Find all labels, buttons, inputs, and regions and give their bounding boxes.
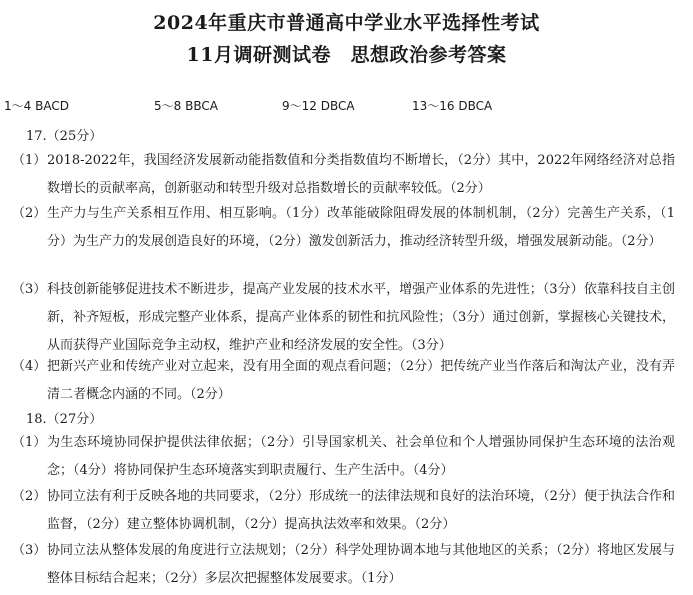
mc-answer-5-8: 5～8 BBCA [154, 99, 218, 113]
document-title: 2024年重庆市普通高中学业水平选择性考试 [153, 12, 540, 34]
q17-part-1-text: 2018-2022年，我国经济发展新动能指数值和分类指数值均不断增长，（2分）其中，2022年网络经济对总指数增长的贡献率高，创新驱动和转型升级对总指数增长的贡献率较低。（2分） [47, 153, 675, 196]
q18-part-2-number: （2） [12, 489, 47, 504]
q17-part-4-text: 把新兴产业和传统产业对立起来，没有用全面的观点看问题；（2分）把传统产业当作落后和淘汰产业，没有弄清二者概念内涵的不同。（2分） [47, 359, 675, 402]
mc-answer-1-4: 1～4 BACD [4, 99, 69, 113]
document-subtitle: 11月调研测试卷 思想政治参考答案 [186, 44, 507, 66]
q17-part-4 [0, 353, 693, 409]
q17-part-1 [0, 147, 693, 203]
q17-part-2 [0, 200, 693, 256]
q18-part-1-text: 为生态环境协同保护提供法律依据；（2分）引导国家机关、社会单位和个人增强协同保护生态环境的法治观念；（4分）将协同保护生态环境落实到职责履行、生产生活中。（4分） [47, 435, 675, 478]
q17-part-4-number: （4） [12, 359, 47, 374]
question-17-heading: 17.（25分） [26, 129, 103, 144]
q17-part-1-number: （1） [12, 153, 47, 168]
q17-part-3-text: 科技创新能够促进技术不断进步，提高产业发展的技术水平，增强产业体系的先进性；（3分）依靠科技自主创新，补齐短板，形成完整产业体系，提高产业体系的韧性和抗风险性；（3分）通过创新，掌握核心关键技术，从而获得产业国际竞争主动权，维护产业和经济发展的安全性。（3分） [47, 282, 675, 353]
q17-part-2-text: 生产力与生产关系相互作用、相互影响。（1分）改革能破除阻碍发展的体制机制，（2分）完善生产关系，（1分）为生产力的发展创造良好的环境，（2分）激发创新活力，推动经济转型升级，增强发展新动能。（2分） [47, 206, 675, 249]
q18-part-2 [0, 483, 693, 539]
q18-part-1 [0, 429, 693, 485]
q18-part-1-number: （1） [12, 435, 47, 450]
q18-part-2-text: 协同立法有利于反映各地的共同要求，（2分）形成统一的法律法规和良好的法治环境，（2分）便于执法合作和监督，（2分）建立整体协调机制，（2分）提高执法效率和效果。（2分） [47, 489, 675, 532]
q17-part-2-number: （2） [12, 206, 47, 221]
question-18-heading: 18.（27分） [26, 412, 103, 427]
q18-part-3 [0, 537, 693, 593]
mc-answer-9-12: 9～12 DBCA [282, 99, 355, 113]
q18-part-3-number: （3） [12, 543, 47, 558]
mc-answer-13-16: 13～16 DBCA [412, 99, 493, 113]
q18-part-3-text: 协同立法从整体发展的角度进行立法规划；（2分）科学处理协调本地与其他地区的关系；（2分）将地区发展与整体目标结合起来；（2分）多层次把握整体发展要求。（1分） [47, 543, 675, 586]
q17-part-3-number: （3） [12, 282, 47, 297]
q17-part-3 [0, 276, 693, 360]
